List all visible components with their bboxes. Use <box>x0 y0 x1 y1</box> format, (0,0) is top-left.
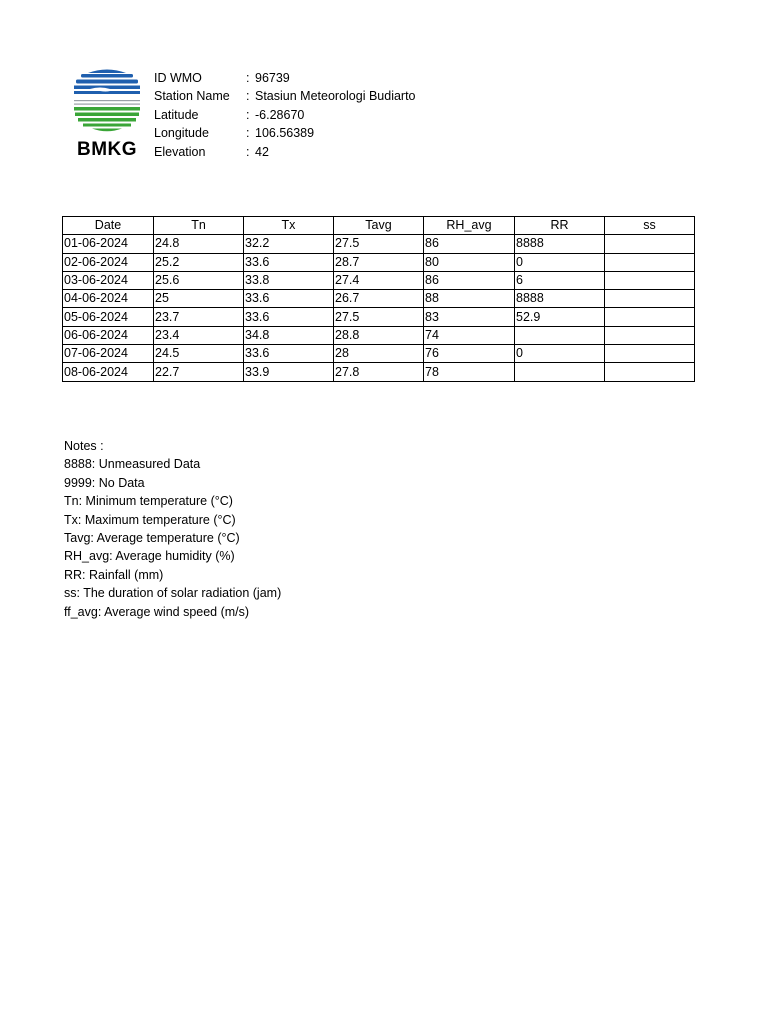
station-info-colon: : <box>246 71 250 85</box>
table-cell <box>515 363 605 381</box>
station-info-label: Station Name <box>154 89 230 104</box>
table-cell: 28.8 <box>334 326 424 344</box>
table-cell: 8888 <box>515 235 605 253</box>
column-header-ss: ss <box>605 217 695 235</box>
column-header-tn: Tn <box>154 217 244 235</box>
station-info-colon: : <box>246 89 250 104</box>
table-cell: 27.8 <box>334 363 424 381</box>
station-info-value: 106.56389 <box>255 126 315 141</box>
table-cell: 25 <box>154 290 244 308</box>
table-cell: 05-06-2024 <box>63 308 154 326</box>
note-line: Tx: Maximum temperature (°C) <box>64 512 236 527</box>
table-row <box>63 253 695 271</box>
table-row <box>63 290 695 308</box>
table-cell: 06-06-2024 <box>63 326 154 344</box>
table-cell: 25.2 <box>154 253 244 271</box>
station-info-value: 42 <box>255 144 269 159</box>
column-header-rh-avg: RH_avg <box>424 217 515 235</box>
table-cell: 27.5 <box>334 235 424 253</box>
table-cell: 33.6 <box>244 308 334 326</box>
table-cell: 28.7 <box>334 253 424 271</box>
table-cell: 24.8 <box>154 235 244 253</box>
table-cell: 33.6 <box>244 290 334 308</box>
table-cell: 08-06-2024 <box>63 363 154 381</box>
table-row <box>63 345 695 363</box>
table-cell: 26.7 <box>334 290 424 308</box>
station-info-colon: : <box>246 144 250 159</box>
note-line: ff_avg: Average wind speed (m/s) <box>64 604 250 619</box>
table-cell: 27.5 <box>334 308 424 326</box>
bmkg-logo <box>70 68 144 160</box>
station-info-row <box>154 69 416 87</box>
station-info-row <box>154 124 416 142</box>
table-cell <box>605 308 695 326</box>
table-row <box>63 326 695 344</box>
note-line: Tn: Minimum temperature (°C) <box>64 494 233 509</box>
note-line: 9999: No Data <box>64 475 145 490</box>
column-header-tavg: Tavg <box>334 217 424 235</box>
note-line: RH_avg: Average humidity (%) <box>64 549 235 564</box>
climate-data-table <box>62 216 695 382</box>
station-info <box>154 69 416 161</box>
table-row <box>63 308 695 326</box>
table-cell: 28 <box>334 345 424 363</box>
table-cell: 22.7 <box>154 363 244 381</box>
table-cell: 86 <box>424 271 515 289</box>
table-cell: 27.4 <box>334 271 424 289</box>
table-cell: 86 <box>424 235 515 253</box>
table-cell: 24.5 <box>154 345 244 363</box>
table-cell <box>605 363 695 381</box>
logo-wordmark: BMKG <box>76 139 138 160</box>
notes-heading: Notes : <box>64 439 104 453</box>
table-cell <box>605 253 695 271</box>
notes-section <box>64 437 281 621</box>
station-info-colon: : <box>246 126 250 141</box>
column-header-date: Date <box>63 217 154 235</box>
table-cell <box>515 326 605 344</box>
table-cell: 25.6 <box>154 271 244 289</box>
table-cell: 8888 <box>515 290 605 308</box>
station-info-colon: : <box>246 107 250 122</box>
bmkg-emblem-icon <box>70 68 144 138</box>
table-row <box>63 271 695 289</box>
table-cell: 07-06-2024 <box>63 345 154 363</box>
table-cell: 0 <box>515 253 605 271</box>
table-cell: 23.7 <box>154 308 244 326</box>
station-info-row <box>154 106 416 124</box>
table-cell: 33.9 <box>244 363 334 381</box>
table-cell <box>605 290 695 308</box>
table-cell: 33.6 <box>244 253 334 271</box>
station-info-label: Longitude <box>154 126 209 141</box>
table-cell: 6 <box>515 271 605 289</box>
column-header-rr: RR <box>515 217 605 235</box>
table-cell: 83 <box>424 308 515 326</box>
table-cell: 34.8 <box>244 326 334 344</box>
table-cell <box>605 326 695 344</box>
table-cell: 33.8 <box>244 271 334 289</box>
station-info-row <box>154 143 416 161</box>
table-cell: 02-06-2024 <box>63 253 154 271</box>
table-cell: 78 <box>424 363 515 381</box>
note-line: RR: Rainfall (mm) <box>64 567 164 582</box>
table-cell <box>605 235 695 253</box>
table-row <box>63 235 695 253</box>
station-info-label: Latitude <box>154 107 199 122</box>
note-line: Tavg: Average temperature (°C) <box>64 530 240 545</box>
table-cell: 33.6 <box>244 345 334 363</box>
table-cell <box>605 271 695 289</box>
station-info-value: 96739 <box>255 71 290 85</box>
station-info-label: ID WMO <box>154 71 202 85</box>
table-cell: 80 <box>424 253 515 271</box>
table-cell: 03-06-2024 <box>63 271 154 289</box>
table-row <box>63 363 695 381</box>
table-cell: 88 <box>424 290 515 308</box>
station-info-value: Stasiun Meteorologi Budiarto <box>255 89 416 104</box>
table-cell: 52.9 <box>515 308 605 326</box>
table-cell <box>605 345 695 363</box>
table-cell: 23.4 <box>154 326 244 344</box>
note-line: ss: The duration of solar radiation (jam) <box>64 586 282 601</box>
table-header-row <box>63 217 695 235</box>
table-cell: 76 <box>424 345 515 363</box>
table-cell: 01-06-2024 <box>63 235 154 253</box>
table-cell: 0 <box>515 345 605 363</box>
station-info-value: -6.28670 <box>255 107 305 122</box>
table-cell: 32.2 <box>244 235 334 253</box>
table-cell: 74 <box>424 326 515 344</box>
table-cell: 04-06-2024 <box>63 290 154 308</box>
station-info-label: Elevation <box>154 144 206 159</box>
note-line: 8888: Unmeasured Data <box>64 457 201 472</box>
column-header-tx: Tx <box>244 217 334 235</box>
station-info-row <box>154 87 416 105</box>
